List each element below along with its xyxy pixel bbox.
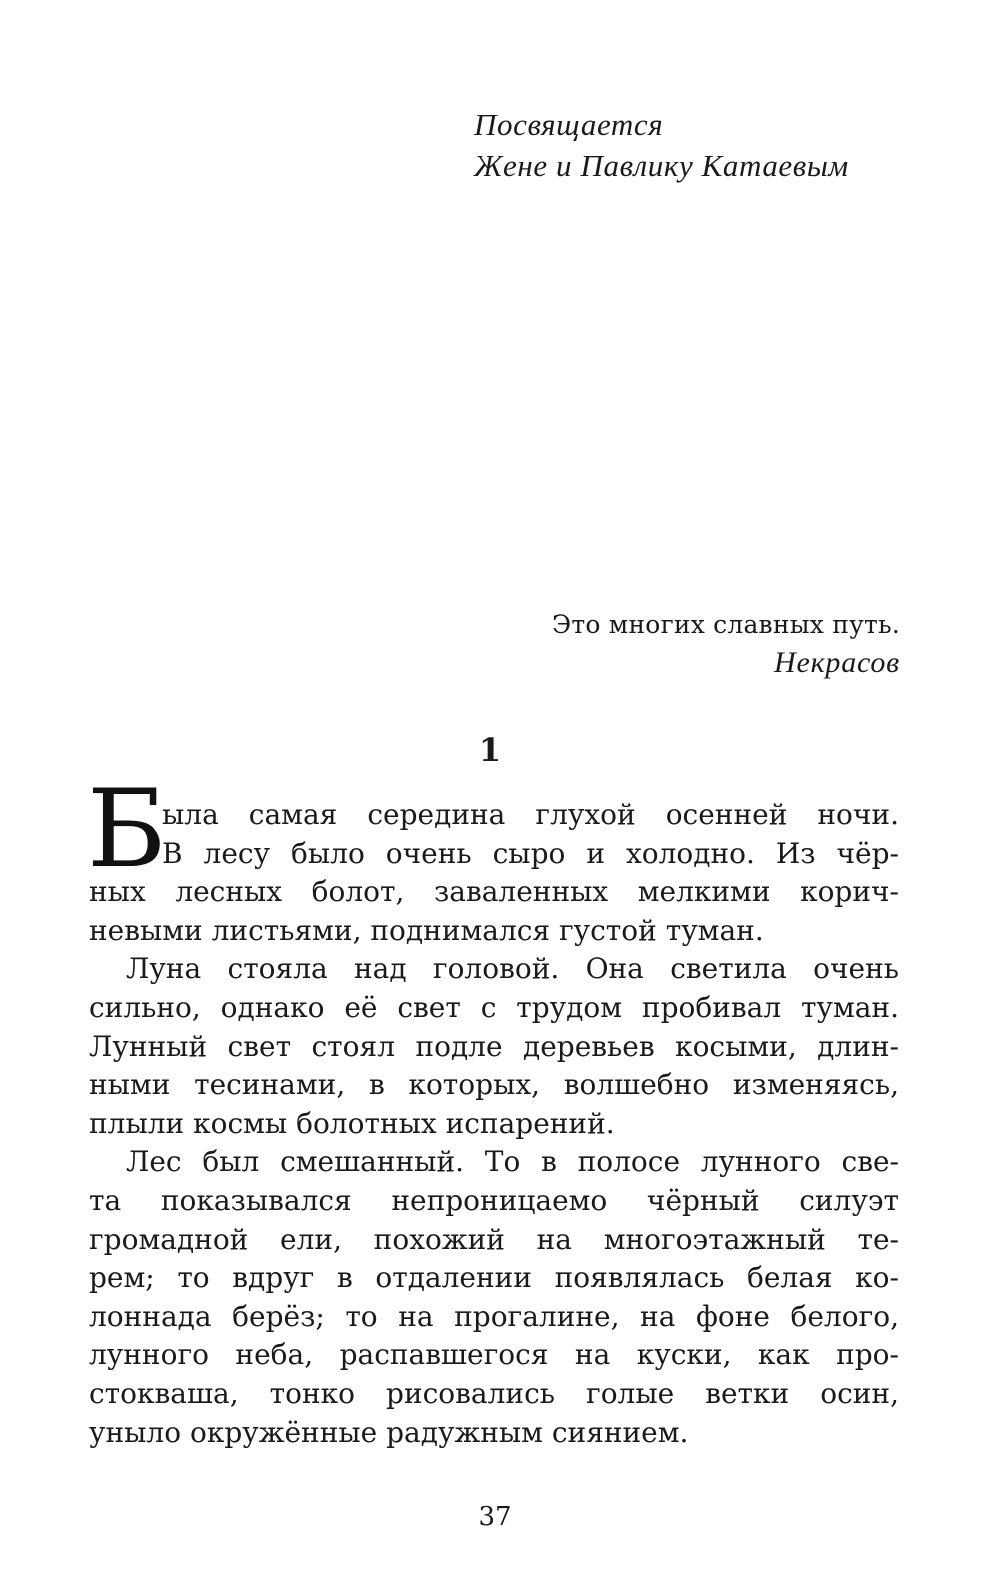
text-line: рем; то вдруг в отдалении появлялась белая ко- (89, 1261, 899, 1295)
text-line: ыла самая середина глухой осенней ночи. (162, 798, 899, 831)
text-line: ных лесных болот, заваленных мелкими корич- (89, 875, 899, 909)
drop-cap: Б (87, 767, 167, 892)
epigraph-quote: Это многих славных путь. (552, 610, 900, 639)
text-line: сильно, однако её свет с трудом пробивал туман. (89, 990, 899, 1024)
chapter-text (89, 796, 899, 1452)
text-line: громадной ели, похожий на многоэтажный те- (89, 1222, 899, 1256)
text-line: та показывался непроницаемо чёрный силуэт (89, 1183, 899, 1217)
epigraph (380, 606, 900, 682)
text-line: лунного неба, распавшегося на куски, как про- (89, 1338, 899, 1372)
epigraph-author: Некрасов (773, 646, 900, 679)
dedication-line-1: Посвящается (474, 107, 664, 142)
text-line: невыми листьями, поднимался густой туман. (89, 913, 764, 947)
text-line: ными тесинами, в которых, волшебно изменяясь, (89, 1068, 899, 1102)
text-line: плыли космы болотных испарений. (89, 1106, 615, 1140)
text-line: Лес был смешанный. То в полосе лунного све- (126, 1145, 899, 1179)
text-line: стокваша, тонко рисовались голые ветки осин, (89, 1376, 899, 1410)
text-line: Луна стояла над головой. Она светила очень (126, 952, 899, 986)
text-line: Лунный свет стоял подле деревьев косыми, длин- (89, 1029, 899, 1063)
text-line: лоннада берёз; то на прогалине, на фоне белого, (89, 1299, 899, 1333)
text-line: В лесу было очень сыро и холодно. Из чёр- (162, 836, 899, 870)
chapter-number: 1 (478, 731, 502, 769)
page-number: 37 (478, 1502, 512, 1532)
text-line: уныло окружённые радужным сиянием. (89, 1415, 689, 1449)
dedication-line-2: Жене и Павлику Катаевым (474, 148, 849, 183)
dedication (474, 104, 954, 186)
